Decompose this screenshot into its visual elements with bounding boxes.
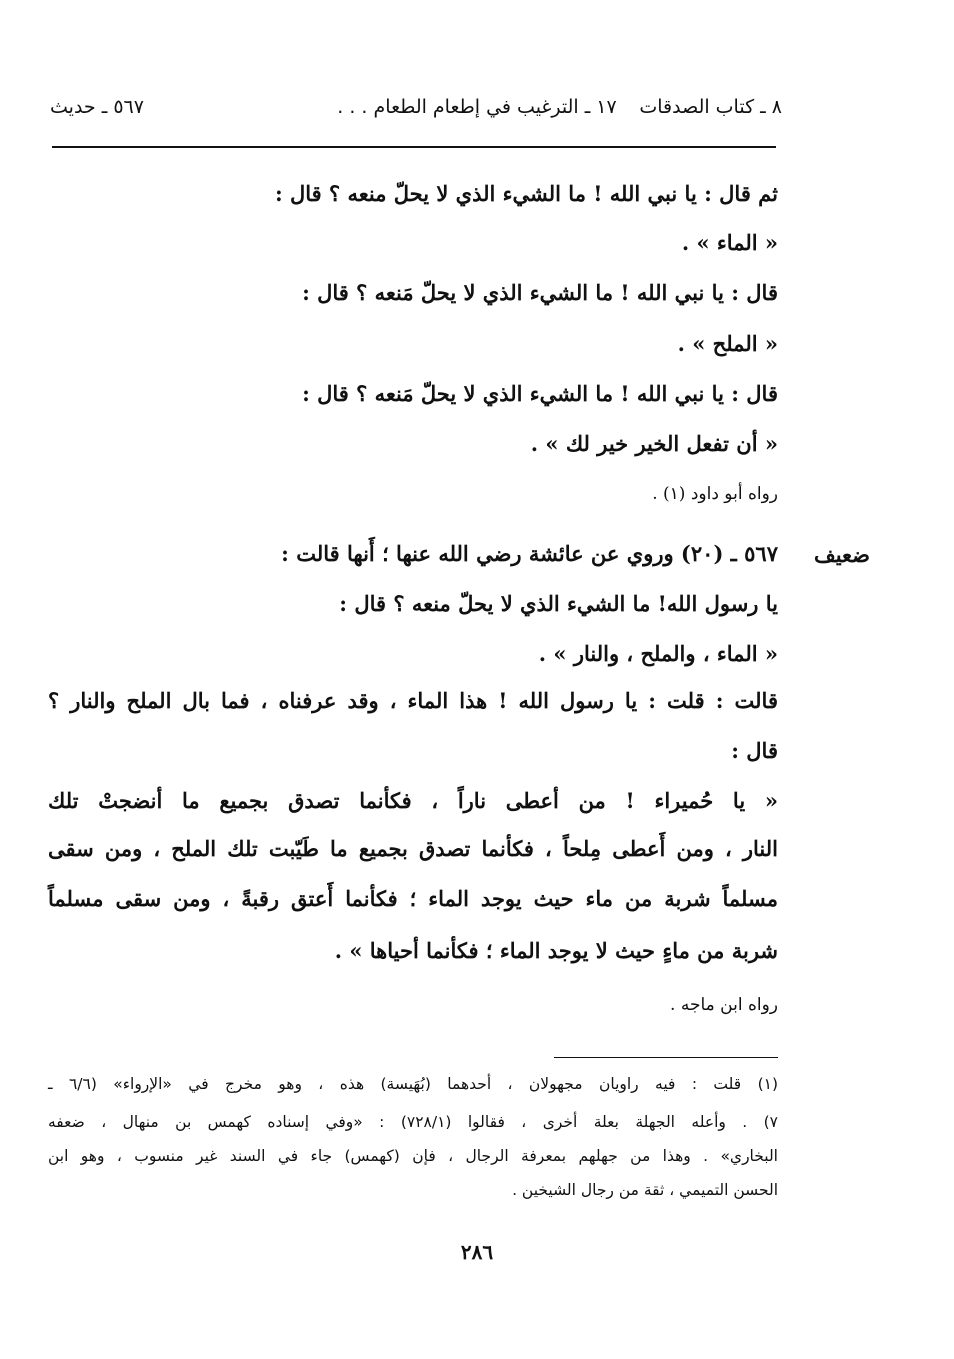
body-line: « الماء » . xyxy=(681,230,778,255)
hadith-wide-line: قالت : قلت : يا رسول الله ! هذا الماء ، وقد عرفناه ، فما بال الملح والنار ؟ xyxy=(48,688,778,713)
paragraph-line: « يا حُميراء ! من أعطى ناراً ، فكأنما تصدق بجميع ما أنضجتْ تلك xyxy=(48,788,778,813)
body-line: قال : يا نبي الله ! ما الشيء الذي لا يحلّ مَنعه ؟ قال : xyxy=(302,280,778,305)
header-rule xyxy=(52,146,776,148)
body-line: « الملح » . xyxy=(677,331,778,356)
running-header-chapter: ٨ ـ كتاب الصدقات xyxy=(639,96,782,118)
hadith-line: « الماء ، والملح ، والنار » . xyxy=(538,641,778,666)
source-citation: رواه ابن ماجه . xyxy=(670,995,778,1015)
source-citation: رواه أبو داود (١) . xyxy=(652,484,778,504)
footnote-rule xyxy=(554,1057,778,1058)
page-number: ٢٨٦ xyxy=(460,1240,494,1264)
body-line: قال : يا نبي الله ! ما الشيء الذي لا يحلّ مَنعه ؟ قال : xyxy=(302,381,778,406)
hadith-line: ٥٦٧ ـ (٢٠) وروي عن عائشة رضي الله عنها ؛ أَنها قالت : xyxy=(281,541,778,566)
hadith-qala: قال : xyxy=(731,738,778,763)
footnote-line: الحسن التميمي ، ثقة من رجال الشيخين . xyxy=(512,1181,778,1199)
paragraph-line: النار ، ومن أَعطى مِلحاً ، فكأنما تصدق بجميع ما طَيّبت تلك الملح ، ومن سقى xyxy=(48,836,778,861)
running-header-hadith-ref: ٥٦٧ ـ حديث xyxy=(50,96,144,118)
hadith-grade: ضعيف xyxy=(813,542,870,567)
hadith-line: يا رسول الله! ما الشيء الذي لا يحلّ منعه ؟ قال : xyxy=(339,591,778,616)
body-line: « أن تفعل الخير خير لك » . xyxy=(530,431,778,456)
footnote-line: ٧) . وأعله الجهلة بعلة أخرى ، فقالوا (٧٢٨/١) : «وفي إسناده كهمس بن منهال ، ضعفه xyxy=(48,1113,778,1131)
footnote-line: (١) قلت : فيه راويان مجهولان ، أحدهما (بُهَيسة) هذه ، وهو مخرج في «الإرواء» (٦/٦ ـ xyxy=(48,1075,779,1093)
paragraph-line: مسلماً شربة من ماء حيث يوجد الماء ؛ فكأنما أَعتق رقبةً ، ومن سقى مسلماً xyxy=(48,886,778,911)
paragraph-line: شربة من ماءٍ حيث لا يوجد الماء ؛ فكأنما أحياها » . xyxy=(334,938,778,963)
body-line: ثم قال : يا نبي الله ! ما الشيء الذي لا يحلّ منعه ؟ قال : xyxy=(274,181,778,206)
footnote-line: البخاري» . وهذا من جهلهم بمعرفة الرجال ، فإن (كهمس) جاء في السند غير منسوب ، وهو ابن xyxy=(48,1147,778,1165)
running-header-section: ١٧ ـ الترغيب في إطعام الطعام . . . xyxy=(337,96,617,118)
